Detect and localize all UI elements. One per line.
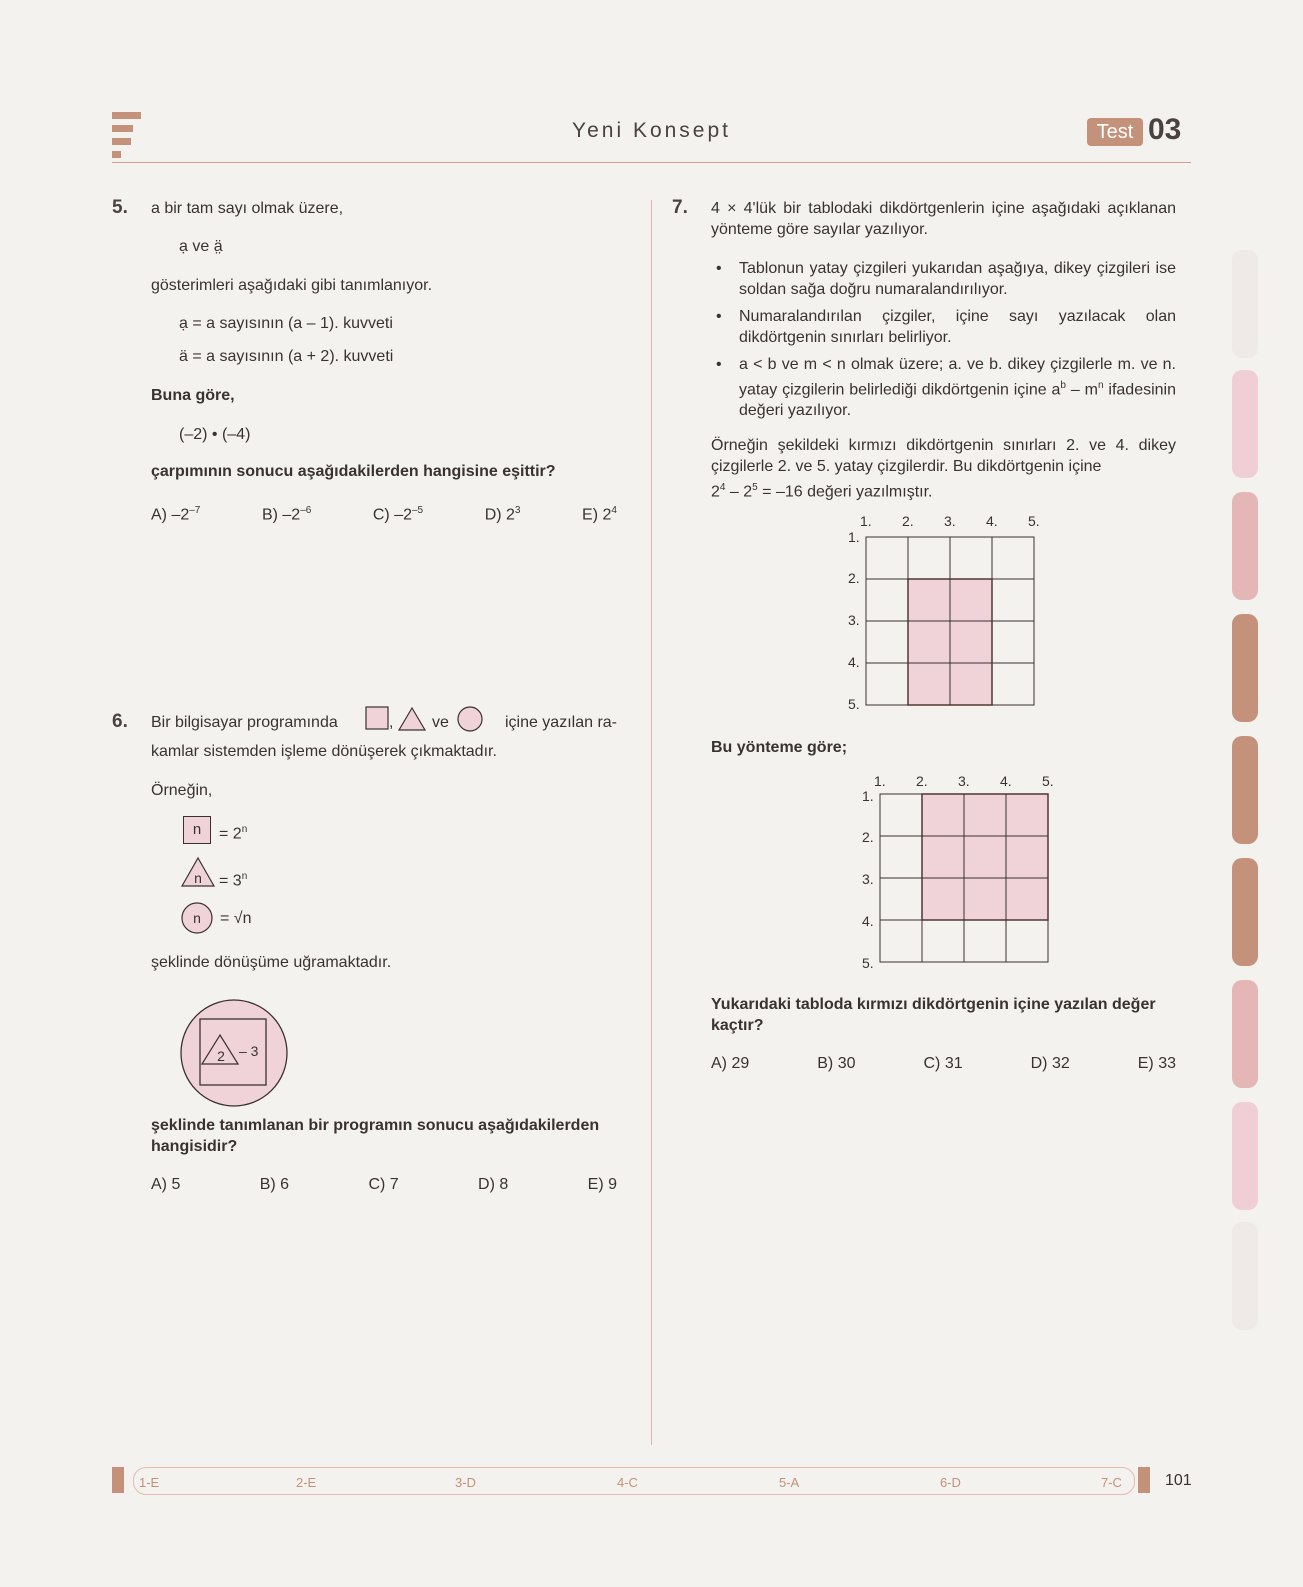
side-tab <box>1232 250 1258 358</box>
q5-expression: (–2) • (–4) <box>179 426 251 443</box>
q6-circle-def: n = √n <box>181 902 301 936</box>
q6-options <box>151 1176 617 1194</box>
q7-rules-list <box>711 258 1176 427</box>
row-label: 3. <box>862 871 874 887</box>
side-tab <box>1232 492 1258 600</box>
q5-option-a[interactable]: A) $-2^{-7}$ <box>151 505 201 524</box>
answer-key-item: 4-C <box>617 1475 638 1490</box>
question-grid <box>854 770 1074 980</box>
row-label: 4. <box>862 913 874 929</box>
q5-option-b[interactable]: B) $-2^{-6}$ <box>261 505 312 524</box>
triangle-shape-icon <box>397 706 427 732</box>
q5-options <box>151 500 617 525</box>
answer-key-item: 6-D <box>940 1475 961 1490</box>
q6-ornegin: Örneğin, <box>151 782 213 799</box>
q5-symbols: ạ ve ä̤ <box>179 238 223 255</box>
row-label: 5. <box>848 696 860 712</box>
question-grid-lines <box>879 793 1051 965</box>
q5-def-2: ä = a sayısının (a + 2). kuvveti <box>179 348 394 365</box>
q7-intro: 4 × 4'lük bir tablodaki dikdörtgenlerin içine aşağıdaki açıklanan yönteme göre sayılar yazılıyor. <box>711 200 1176 238</box>
q6-option-d[interactable]: D) 8 <box>478 1176 509 1193</box>
column-divider <box>651 200 652 1445</box>
q7-option-e[interactable]: E) 33 <box>1137 1055 1176 1072</box>
row-label: 2. <box>862 829 874 845</box>
side-tab <box>1232 980 1258 1088</box>
col-label: 2. <box>916 773 928 789</box>
q7-option-c[interactable]: C) 31 <box>923 1055 963 1072</box>
side-tab <box>1232 1222 1258 1330</box>
col-label: 5. <box>1028 513 1040 529</box>
question-5-number: 5. <box>112 197 128 218</box>
q7-example: Örneğin şekildeki kırmızı dikdörtgenin sınırları 2. ve 4. dikey çizgilerle 2. ve 5. yatay çizgilerdir. Bu dikdörtgenin içine $2^4 - 2^5 = -16$ değeri yazılmıştır. <box>711 437 1176 501</box>
q7-option-a[interactable]: A) 29 <box>711 1055 750 1072</box>
circle-shape-icon <box>456 706 484 734</box>
side-tab <box>1232 370 1258 478</box>
q5-intro: a bir tam sayı olmak üzere, <box>151 200 344 217</box>
q7-option-d[interactable]: D) 32 <box>1030 1055 1070 1072</box>
q5-option-e[interactable]: E) $2^4$ <box>582 505 617 524</box>
answer-key-item: 3-D <box>455 1475 476 1490</box>
answer-key-left-marker <box>112 1467 124 1493</box>
col-label: 1. <box>874 773 886 789</box>
col-label: 5. <box>1042 773 1054 789</box>
row-label: 1. <box>862 788 874 804</box>
col-label: 4. <box>1000 773 1012 789</box>
side-tab <box>1232 1102 1258 1210</box>
q7-method: Bu yönteme göre; <box>711 739 848 756</box>
col-label: 1. <box>860 513 872 529</box>
q7-question: Yukarıdaki tabloda kırmızı dikdörtgenin içine yazılan değer kaçtır? <box>711 996 1156 1034</box>
q6-line-2: kamlar sistemden işleme dönüşerek çıkmaktadır. <box>151 743 497 760</box>
answer-key-item: 5-A <box>779 1475 800 1490</box>
side-tab <box>1232 858 1258 966</box>
col-label: 2. <box>902 513 914 529</box>
q5-buna: Buna göre, <box>151 387 235 404</box>
triangle-n-icon <box>180 856 216 888</box>
q6-line-1: Bir bilgisayar programında , ve içine yazılan ra- <box>151 706 617 736</box>
q5-question: çarpımının sonucu aşağıdakilerden hangisine eşittir? <box>151 463 556 480</box>
q6-question: şeklinde tanımlanan bir programın sonucu aşağıdakilerden hangisidir? <box>151 1117 600 1155</box>
q7-rule-2: • Numaralandırılan çizgiler, içine sayı yazılacak olan dikdörtgenin sınırları belirliyor. <box>711 306 1176 348</box>
q6-option-e[interactable]: E) 9 <box>587 1176 617 1193</box>
q7-rule-1: • Tablonun yatay çizgileri yukarıdan aşağıya, dikey çizgileri ise soldan sağa doğru numaralandırılıyor. <box>711 258 1176 300</box>
test-number: 03 <box>1148 113 1182 146</box>
question-7-number: 7. <box>672 197 688 218</box>
q6-composite-figure <box>178 998 290 1108</box>
answer-key-item: 7-C <box>1101 1475 1122 1490</box>
example-grid <box>840 510 1060 720</box>
col-label: 4. <box>986 513 998 529</box>
svg-text:– 3: – 3 <box>239 1043 259 1059</box>
row-label: 3. <box>848 612 860 628</box>
question-6-number: 6. <box>112 711 128 732</box>
q5-option-d[interactable]: D) $2^3$ <box>484 505 521 524</box>
q5-option-c[interactable]: C) $-2^{-5}$ <box>372 505 424 524</box>
svg-text:2: 2 <box>217 1048 225 1064</box>
q7-option-b[interactable]: B) 30 <box>817 1055 856 1072</box>
answer-key-item: 2-E <box>296 1475 317 1490</box>
row-label: 2. <box>848 570 860 586</box>
page-number: 101 <box>1165 1472 1192 1489</box>
answer-key-right-marker <box>1138 1467 1150 1493</box>
q5-defs-intro: gösterimleri aşağıdaki gibi tanımlanıyor. <box>151 277 433 294</box>
square-n-icon: n <box>183 816 211 844</box>
q6-triangle-def: n = $3^n$ <box>180 856 300 890</box>
col-label: 3. <box>944 513 956 529</box>
answer-key-item: 1-E <box>139 1475 160 1490</box>
q7-rule-3: • a < b ve m < n olmak üzere; a. ve b. dikey çizgilerle m. ve n. yatay çizgilerin belirlediği dikdörtgenin içine $a^b - m^n$ ifadesinin değeri yazılıyor. <box>711 354 1176 421</box>
q6-square-def: n = $2^n$ <box>183 816 303 844</box>
header-rule <box>112 162 1191 163</box>
col-label: 3. <box>958 773 970 789</box>
square-shape-icon <box>365 706 391 732</box>
example-grid-lines <box>865 536 1037 708</box>
side-tab <box>1232 614 1258 722</box>
header-title: Yeni Konsept <box>572 119 731 142</box>
row-label: 1. <box>848 529 860 545</box>
row-label: 4. <box>848 654 860 670</box>
q6-option-c[interactable]: C) 7 <box>368 1176 399 1193</box>
q7-options <box>711 1055 1176 1073</box>
q5-def-1: ạ = a sayısının (a – 1). kuvveti <box>179 315 393 332</box>
row-label: 5. <box>862 955 874 971</box>
test-badge: Test <box>1087 118 1143 146</box>
q6-option-a[interactable]: A) 5 <box>151 1176 181 1193</box>
svg-text:n: n <box>194 870 202 886</box>
q6-transform: şeklinde dönüşüme uğramaktadır. <box>151 954 392 971</box>
q6-option-b[interactable]: B) 6 <box>259 1176 290 1193</box>
circle-n-icon <box>181 902 215 936</box>
svg-text:n: n <box>193 910 201 926</box>
side-tab <box>1232 736 1258 844</box>
